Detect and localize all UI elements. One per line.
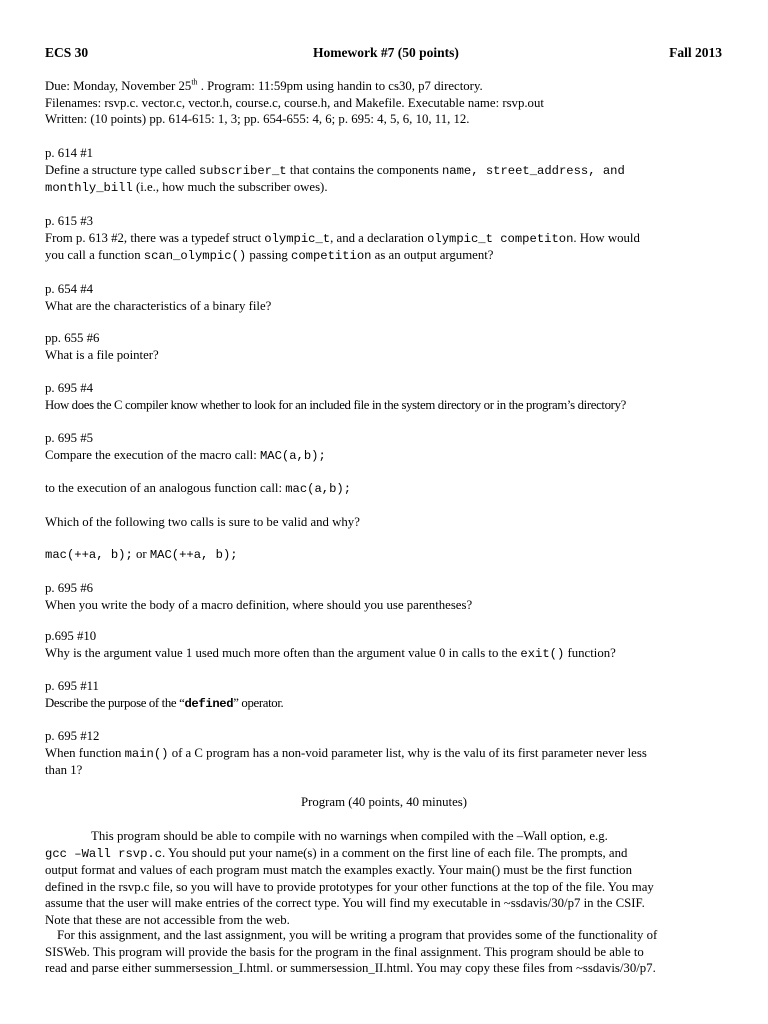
question-695-11 [45, 678, 725, 712]
question-text: Why is the argument value 1 used much more often than the argument value 0 in calls to the exit() function? [45, 645, 616, 661]
question-614-1 [45, 145, 725, 197]
question-text-cont: Which of the following two calls is sure to be valid and why? [45, 514, 360, 529]
question-ref: p. 695 #5 [45, 431, 93, 445]
program-paragraph-1: This program should be able to compile with no warnings when compiled with the –Wall option, e.g. gcc –Wall rsvp.c. You should put your name(s) in a comment on the first line of each file. The prompts, and output format and values of each program must match the examples exactly. Your main() must be the first function defined in the rsvp.c file, so you will have to provide prototypes for your other functions at the top of the file. You may assume that the user will make entries of the correct type. You will find my executable in ~ssdavis/30/p7 in the CSIF. Note that these are not accessible from the web. [45, 829, 654, 927]
question-695-6 [45, 580, 725, 613]
intro-block [45, 78, 725, 128]
question-text: From p. 613 #2, there was a typedef struct olympic_t, and a declaration olympic_t competiton. How would [45, 230, 640, 246]
question-654-4 [45, 281, 725, 314]
question-ref: pp. 655 #6 [45, 331, 100, 345]
question-695-12 [45, 728, 725, 779]
question-text-cont: than 1? [45, 763, 83, 777]
program-paragraph-2: For this assignment, and the last assignment, you will be writing a program that provides some of the functionality of SISWeb. This program will provide the basis for the program in the final assignment. This program should be able to read and parse either summersession_I.html. or summersession_II.html. You may copy these files from ~ssdavis/30/p7. [45, 928, 658, 975]
course-code: ECS 30 [45, 45, 89, 60]
question-615-3 [45, 213, 725, 265]
question-text: Describe the purpose of the “defined” operator. [45, 695, 284, 711]
question-655-6 [45, 330, 725, 363]
question-text: How does the C compiler know whether to look for an included file in the system directory or in the program’s directory? [45, 397, 626, 412]
question-text: What are the characteristics of a binary file? [45, 298, 272, 313]
question-text-cont: monthly_bill (i.e., how much the subscriber owes). [45, 180, 328, 195]
question-ref: p.695 #10 [45, 629, 97, 643]
question-text: When function main() of a C program has a non-void parameter list, why is the valu of its first parameter never less [45, 745, 647, 761]
question-ref: p. 695 #12 [45, 729, 100, 743]
page-header [45, 45, 722, 63]
question-text: What is a file pointer? [45, 347, 159, 362]
question-ref: p. 654 #4 [45, 282, 93, 296]
question-text: Define a structure type called subscriber_t that contains the components name, street_address, and [45, 162, 625, 178]
question-ref: p. 615 #3 [45, 214, 93, 228]
filenames-line: Filenames: rsvp.c. vector.c, vector.h, course.c, course.h, and Makefile. Executable name: rsvp.out [45, 95, 544, 110]
question-ref: p. 695 #6 [45, 581, 93, 595]
due-line: Due: Monday, November 25th . Program: 11:59pm using handin to cs30, p7 directory. [45, 77, 483, 93]
question-text: When you write the body of a macro definition, where should you use parentheses? [45, 597, 473, 612]
question-text-cont: you call a function scan_olympic() passing competition as an output argument? [45, 248, 494, 263]
program-title: Program (40 points, 40 minutes) [301, 795, 467, 809]
question-code-options: mac(++a, b); or MAC(++a, b); [45, 547, 238, 562]
question-ref: p. 695 #11 [45, 679, 99, 693]
question-text-cont: to the execution of an analogous function call: mac(a,b); [45, 481, 352, 496]
question-695-5 [45, 430, 725, 564]
question-ref: p. 695 #4 [45, 381, 93, 395]
question-ref: p. 614 #1 [45, 146, 93, 160]
written-line: Written: (10 points) pp. 614-615: 1, 3; pp. 654-655: 4, 6; p. 695: 4, 5, 6, 10, 11, 12. [45, 112, 470, 126]
question-695-4 [45, 380, 725, 413]
term: Fall 2013 [669, 45, 722, 60]
question-695-10 [45, 628, 725, 662]
question-text: Compare the execution of the macro call: MAC(a,b); [45, 447, 326, 463]
assignment-title: Homework #7 (50 points) [313, 45, 459, 60]
